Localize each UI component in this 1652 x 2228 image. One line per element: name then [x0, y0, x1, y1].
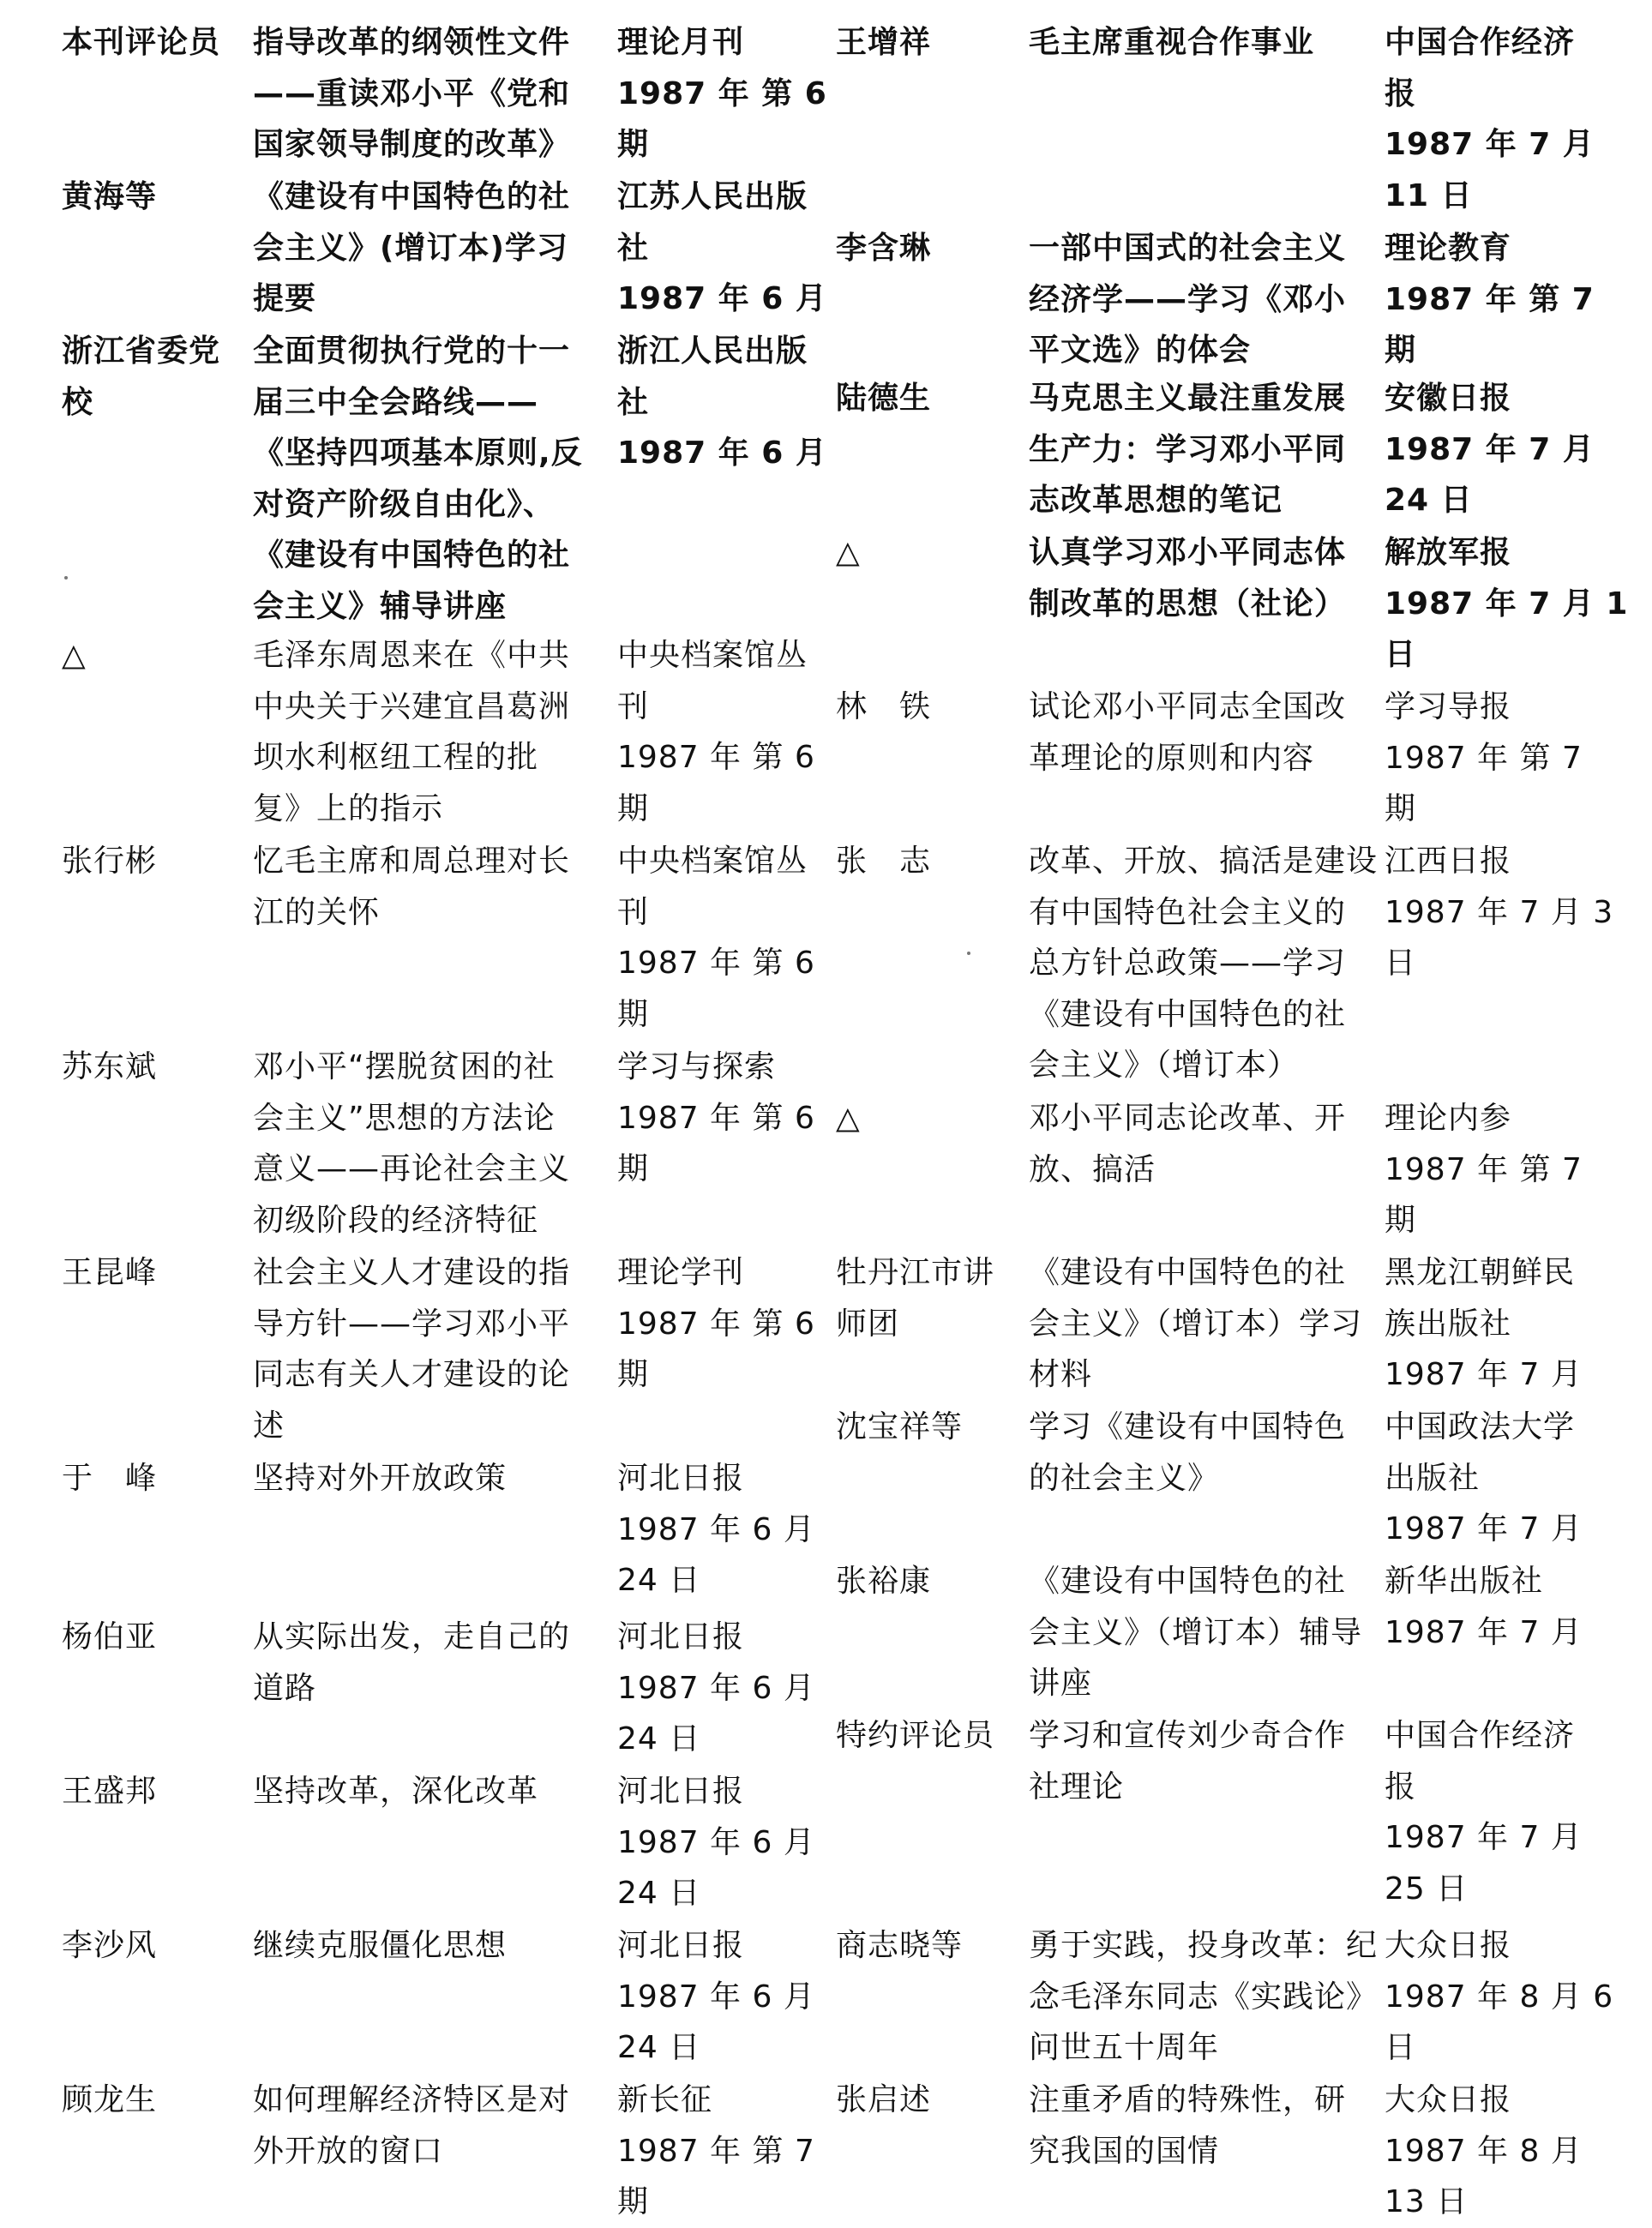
title-line: 生产力：学习邓小平同	[1029, 431, 1347, 467]
title-line: 指导改革的纲领性文件	[253, 25, 571, 60]
left-author-entry	[62, 326, 220, 428]
author-line: △	[836, 535, 861, 570]
title-line: 学习《建设有中国特色	[1029, 1409, 1347, 1444]
source-line: 期	[1385, 791, 1417, 826]
source-line: 1987 年 7 月 1	[1385, 586, 1629, 622]
source-line: 报	[1385, 1769, 1417, 1805]
title-line: 会主义》（增订本）	[1029, 1048, 1300, 1083]
author-line: 李沙风	[62, 1928, 158, 1963]
right-source-entry	[1385, 1402, 1583, 1555]
right-title-entry	[1029, 682, 1346, 784]
left-author-entry	[62, 1920, 157, 1972]
title-line: 改革、开放、搞活是建设	[1029, 844, 1379, 879]
title-line: 社理论	[1029, 1769, 1125, 1805]
author-line: 特约评论员	[836, 1718, 995, 1753]
title-line: 忆毛主席和周总理对长	[253, 844, 571, 879]
author-line: 林 铁	[836, 689, 932, 724]
source-line: 新长征	[617, 2082, 713, 2117]
right-title-entry	[1029, 373, 1346, 526]
author-line: 师团	[836, 1306, 900, 1342]
title-line: 放、搞活	[1029, 1151, 1156, 1187]
title-line: 如何理解经济特区是对	[253, 2082, 571, 2117]
source-line: 期	[1385, 333, 1417, 368]
title-line: 述	[253, 1408, 285, 1444]
source-line: 河北日报	[617, 1774, 745, 1809]
author-line: 杨伯亚	[62, 1619, 158, 1654]
source-line: 日	[1385, 2030, 1417, 2065]
right-author-entry	[836, 836, 931, 887]
right-source-entry	[1385, 223, 1595, 376]
source-line: 24 日	[1385, 483, 1473, 518]
title-line: 《建设有中国特色的社	[1029, 996, 1347, 1032]
title-line: 的社会主义》	[1029, 1460, 1220, 1496]
author-line: 商志晓等	[836, 1928, 964, 1963]
author-line: 于 峰	[62, 1461, 158, 1496]
title-line: 《建设有中国特色的社	[253, 179, 571, 214]
source-line: 中国合作经济	[1385, 25, 1576, 60]
title-line: 有中国特色社会主义的	[1029, 894, 1347, 930]
source-line: 期	[617, 996, 650, 1032]
right-title-entry	[1029, 527, 1346, 629]
right-source-entry	[1385, 1247, 1583, 1401]
source-line: 24 日	[617, 2030, 701, 2065]
right-source-entry	[1385, 373, 1595, 526]
source-line: 期	[617, 2184, 650, 2219]
right-source-entry	[1385, 1556, 1583, 1658]
title-line: 邓小平同志论改革、开	[1029, 1101, 1347, 1136]
title-line: 毛主席重视合作事业	[1029, 25, 1315, 60]
left-title-entry	[253, 326, 583, 632]
title-line: 会主义”思想的方法论	[253, 1100, 556, 1136]
author-line: 张裕康	[836, 1564, 932, 1599]
right-title-entry	[1029, 1247, 1362, 1401]
source-line: 河北日报	[617, 1619, 745, 1654]
right-title-entry	[1029, 223, 1346, 376]
source-line: 中央档案馆丛	[617, 844, 808, 879]
scan-speck	[64, 576, 68, 580]
source-line: 学习与探索	[617, 1049, 777, 1084]
right-author-entry	[836, 373, 931, 424]
title-line: 会主义》(增订本)学习	[253, 230, 568, 266]
title-line: 同志有关人才建设的论	[253, 1357, 571, 1392]
right-author-entry	[836, 1093, 861, 1144]
right-source-entry	[1385, 836, 1613, 989]
title-line: 制改革的思想（社论）	[1029, 586, 1347, 622]
source-line: 学习导报	[1385, 689, 1512, 724]
source-line: 1987 年 第 6	[617, 75, 827, 111]
left-source-entry	[617, 1612, 815, 1765]
title-line: 中央关于兴建宜昌葛洲	[253, 688, 571, 724]
source-line: 江苏人民出版	[617, 179, 808, 214]
source-line: 1987 年 6 月	[617, 435, 827, 471]
title-line: 会主义》（增订本）学习	[1029, 1306, 1363, 1342]
source-line: 江西日报	[1385, 844, 1512, 879]
right-source-entry	[1385, 1710, 1583, 1914]
title-line: 试论邓小平同志全国改	[1029, 689, 1347, 724]
source-line: 1987 年 6 月	[617, 281, 827, 316]
left-title-entry	[253, 1247, 570, 1451]
title-line: 会主义》辅导讲座	[253, 588, 508, 624]
source-line: 1987 年 第 6	[617, 1306, 815, 1342]
title-line: 导方针——学习邓小平	[253, 1306, 571, 1342]
right-author-entry	[836, 1710, 994, 1762]
source-line: 25 日	[1385, 1871, 1469, 1907]
source-line: 1987 年 7 月	[1385, 127, 1595, 162]
author-line: △	[836, 1101, 861, 1136]
source-line: 1987 年 7 月 3	[1385, 894, 1614, 930]
source-line: 中央档案馆丛	[617, 638, 808, 673]
right-source-entry	[1385, 682, 1583, 835]
scan-speck	[967, 952, 970, 955]
author-line: 浙江省委党	[62, 333, 221, 369]
title-line: 邓小平“摆脱贫困的社	[253, 1049, 556, 1084]
title-line: 马克思主义最注重发展	[1029, 381, 1347, 416]
right-author-entry	[836, 2075, 931, 2126]
title-line: 《建设有中国特色的社	[253, 537, 571, 573]
source-line: 报	[1385, 75, 1417, 111]
right-source-entry	[1385, 17, 1595, 221]
source-line: 理论内参	[1385, 1101, 1512, 1136]
title-line: 《坚持四项基本原则,反	[253, 435, 583, 471]
title-line: 志改革思想的笔记	[1029, 483, 1283, 518]
source-line: 期	[617, 1357, 650, 1392]
title-line: 总方针总政策——学习	[1029, 946, 1347, 981]
title-line: 会主义》（增订本）辅导	[1029, 1614, 1363, 1650]
left-source-entry	[617, 2075, 815, 2228]
left-title-entry	[253, 2075, 570, 2177]
title-line: 经济学——学习《邓小	[1029, 281, 1347, 317]
title-line: 江的关怀	[253, 894, 381, 930]
source-line: 社	[617, 230, 650, 266]
title-line: 届三中全会路线——	[253, 384, 539, 420]
source-line: 1987 年 第 7	[1385, 281, 1595, 317]
left-author-entry	[62, 1247, 157, 1299]
left-title-entry	[253, 17, 570, 171]
source-line: 浙江人民出版	[617, 333, 808, 369]
left-source-entry	[617, 630, 815, 834]
left-title-entry	[253, 1042, 570, 1246]
source-line: 1987 年 7 月	[1385, 1820, 1583, 1855]
title-line: 对资产阶级自由化》、	[253, 486, 556, 522]
left-author-entry	[62, 17, 220, 69]
title-line: 问世五十周年	[1029, 2030, 1220, 2065]
left-source-entry	[617, 17, 827, 171]
source-line: 理论学刊	[617, 1255, 745, 1290]
source-line: 安徽日报	[1385, 381, 1512, 416]
left-title-entry	[253, 171, 570, 325]
title-line: 讲座	[1029, 1666, 1093, 1701]
author-line: 牡丹江市讲	[836, 1255, 995, 1290]
right-source-entry	[1385, 527, 1628, 681]
title-line: 革理论的原则和内容	[1029, 740, 1315, 776]
title-line: 提要	[253, 281, 317, 316]
left-source-entry	[617, 1247, 815, 1401]
left-title-entry	[253, 1612, 570, 1714]
author-line: 校	[62, 384, 94, 420]
source-line: 1987 年 8 月 6	[1385, 1979, 1614, 2015]
title-line: 国家领导制度的改革》	[253, 127, 571, 162]
author-line: 陆德生	[836, 381, 932, 416]
title-line: 道路	[253, 1670, 317, 1706]
source-line: 1987 年 第 6	[617, 946, 815, 981]
right-author-entry	[836, 17, 931, 69]
right-title-entry	[1029, 1093, 1346, 1195]
source-line: 大众日报	[1385, 2082, 1512, 2117]
author-line: 沈宝祥等	[836, 1409, 964, 1444]
title-line: 念毛泽东同志《实践论》	[1029, 1979, 1379, 2015]
source-line: 1987 年 第 7	[1385, 740, 1583, 776]
right-author-entry	[836, 527, 861, 579]
author-line: △	[62, 638, 87, 673]
title-line: 究我国的国情	[1029, 2133, 1220, 2169]
source-line: 期	[1385, 1203, 1417, 1238]
left-source-entry	[617, 1453, 815, 1606]
right-source-entry	[1385, 1920, 1613, 2074]
source-line: 1987 年 7 月	[1385, 1511, 1583, 1546]
source-line: 中国政法大学	[1385, 1409, 1576, 1444]
left-source-entry	[617, 1920, 815, 2074]
source-line: 期	[617, 127, 650, 162]
right-title-entry	[1029, 836, 1378, 1091]
left-title-entry	[253, 630, 570, 834]
source-line: 大众日报	[1385, 1928, 1512, 1963]
left-author-entry	[62, 1766, 157, 1817]
title-line: 勇于实践，投身改革：纪	[1029, 1928, 1379, 1963]
source-line: 1987 年 7 月	[1385, 1357, 1583, 1392]
title-line: 《建设有中国特色的社	[1029, 1564, 1347, 1599]
left-author-entry	[62, 1042, 157, 1093]
left-title-entry	[253, 1766, 538, 1817]
title-line: 平文选》的体会	[1029, 333, 1252, 368]
title-line: 《建设有中国特色的社	[1029, 1255, 1347, 1290]
right-source-entry	[1385, 1093, 1583, 1246]
left-author-entry	[62, 836, 157, 887]
source-line: 24 日	[617, 1721, 701, 1757]
title-line: 复》上的指示	[253, 790, 444, 826]
title-line: 毛泽东周恩来在《中共	[253, 638, 571, 673]
left-title-entry	[253, 1920, 507, 1972]
source-line: 河北日报	[617, 1928, 745, 1963]
right-author-entry	[836, 223, 931, 274]
title-line: 全面贯彻执行党的十一	[253, 333, 571, 369]
title-line: 认真学习邓小平同志体	[1029, 535, 1347, 570]
source-line: 1987 年 6 月	[617, 1979, 815, 2015]
source-line: 1987 年 第 6	[617, 740, 815, 775]
right-author-entry	[836, 1247, 994, 1349]
source-line: 出版社	[1385, 1460, 1481, 1496]
source-line: 理论月刊	[617, 25, 745, 60]
source-line: 1987 年 6 月	[617, 1511, 815, 1547]
title-line: 初级阶段的经济特征	[253, 1202, 539, 1238]
author-line: 顾龙生	[62, 2082, 158, 2117]
source-line: 日	[1385, 946, 1417, 981]
left-author-entry	[62, 630, 87, 682]
right-title-entry	[1029, 17, 1314, 69]
source-line: 期	[617, 790, 650, 826]
source-line: 解放军报	[1385, 535, 1512, 570]
title-line: 材料	[1029, 1357, 1093, 1392]
source-line: 1987 年 7 月	[1385, 431, 1595, 467]
left-author-entry	[62, 1453, 157, 1504]
source-line: 13 日	[1385, 2184, 1469, 2219]
right-title-entry	[1029, 2075, 1346, 2177]
right-title-entry	[1029, 1402, 1346, 1504]
source-line: 理论教育	[1385, 231, 1512, 266]
author-line: 本刊评论员	[62, 25, 221, 60]
author-line: 张启述	[836, 2082, 932, 2117]
title-line: 坝水利枢纽工程的批	[253, 740, 539, 775]
title-line: 坚持改革，深化改革	[253, 1774, 539, 1809]
author-line: 王盛邦	[62, 1774, 158, 1809]
source-line: 河北日报	[617, 1461, 745, 1496]
title-line: 意义——再论社会主义	[253, 1151, 571, 1186]
source-line: 1987 年 第 6	[617, 1100, 815, 1136]
source-line: 刊	[617, 894, 650, 930]
source-line: 族出版社	[1385, 1306, 1512, 1342]
right-title-entry	[1029, 1556, 1362, 1709]
title-line: 社会主义人才建设的指	[253, 1255, 571, 1290]
source-line: 日	[1385, 637, 1417, 672]
left-title-entry	[253, 1453, 507, 1504]
right-author-entry	[836, 1556, 931, 1607]
right-author-entry	[836, 1920, 963, 1972]
source-line: 1987 年 8 月	[1385, 2133, 1583, 2169]
left-author-entry	[62, 1612, 157, 1663]
source-line: 中国合作经济	[1385, 1718, 1576, 1753]
right-title-entry	[1029, 1920, 1378, 2074]
source-line: 24 日	[617, 1876, 701, 1911]
source-line: 1987 年 第 7	[617, 2133, 815, 2169]
right-title-entry	[1029, 1710, 1346, 1812]
right-author-entry	[836, 1402, 963, 1453]
title-line: 坚持对外开放政策	[253, 1461, 508, 1496]
title-line: 外开放的窗口	[253, 2133, 444, 2169]
title-line: 从实际出发，走自己的	[253, 1619, 571, 1654]
left-source-entry	[617, 836, 815, 1040]
source-line: 24 日	[617, 1563, 701, 1598]
source-line: 1987 年 第 7	[1385, 1151, 1583, 1187]
source-line: 新华出版社	[1385, 1564, 1544, 1599]
left-source-entry	[617, 171, 827, 325]
source-line: 1987 年 6 月	[617, 1670, 815, 1706]
left-source-entry	[617, 1042, 815, 1195]
author-line: 王昆峰	[62, 1255, 158, 1290]
source-line: 刊	[617, 688, 650, 724]
source-line: 黑龙江朝鲜民	[1385, 1255, 1576, 1290]
title-line: ——重读邓小平《党和	[253, 75, 571, 111]
author-line: 黄海等	[62, 179, 158, 214]
left-author-entry	[62, 171, 157, 223]
left-title-entry	[253, 836, 570, 938]
source-line: 社	[617, 384, 650, 420]
title-line: 注重矛盾的特殊性，研	[1029, 2082, 1347, 2117]
left-author-entry	[62, 2075, 157, 2126]
author-line: 张 志	[836, 844, 932, 879]
source-line: 1987 年 7 月	[1385, 1614, 1583, 1650]
author-line: 张行彬	[62, 844, 158, 879]
title-line: 继续克服僵化思想	[253, 1928, 508, 1963]
source-line: 11 日	[1385, 177, 1473, 213]
right-author-entry	[836, 682, 931, 733]
author-line: 王增祥	[836, 25, 932, 60]
title-line: 学习和宣传刘少奇合作	[1029, 1718, 1347, 1753]
title-line: 一部中国式的社会主义	[1029, 231, 1347, 266]
author-line: 苏东斌	[62, 1049, 158, 1084]
author-line: 李含琳	[836, 231, 932, 266]
source-line: 1987 年 6 月	[617, 1824, 815, 1860]
source-line: 期	[617, 1151, 650, 1186]
right-source-entry	[1385, 2075, 1583, 2228]
left-source-entry	[617, 326, 827, 479]
left-source-entry	[617, 1766, 815, 1919]
